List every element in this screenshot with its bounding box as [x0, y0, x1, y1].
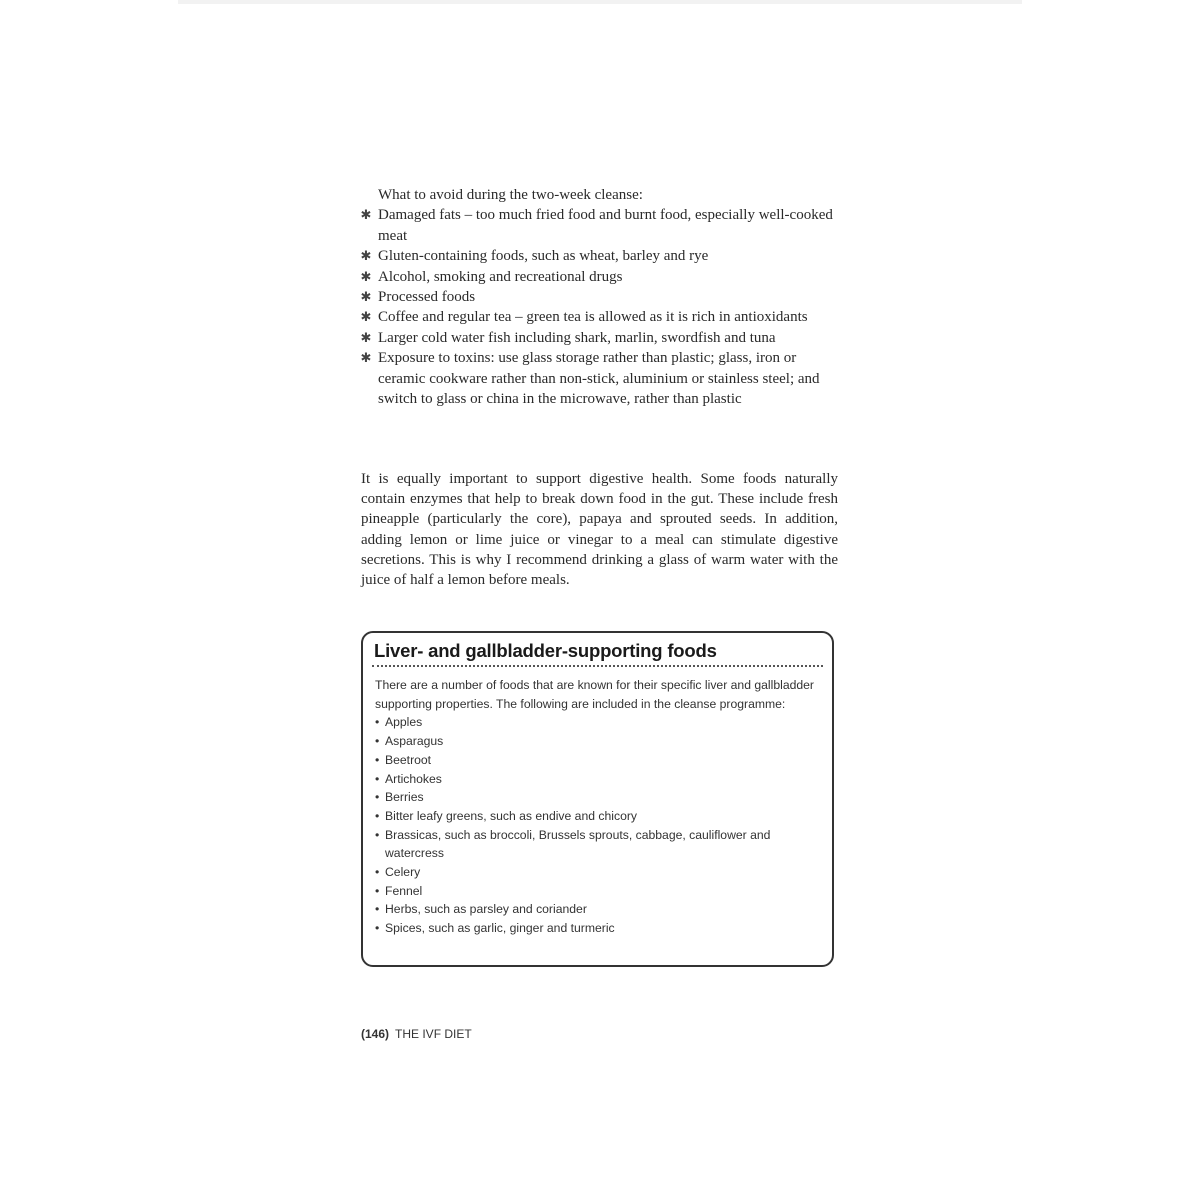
asterisk-bullet-icon: ✱ [360, 350, 372, 366]
dot-bullet-icon: • [375, 734, 380, 749]
box-title: Liver- and gallbladder-supporting foods [374, 640, 717, 661]
page-number: (146) [361, 1027, 390, 1041]
avoid-item-text: Exposure to toxins: use glass storage rather than plastic; glass, iron or ceramic cookware rather than non-stick, aluminium or stainless steel; and switch to glass or china in the microwave, rather than plastic [378, 350, 820, 408]
avoid-item [360, 328, 840, 348]
food-item-text: Berries [385, 790, 424, 805]
food-item-text: Brassicas, such as broccoli, Brussels sprouts, cabbage, cauliflower and watercress [385, 827, 771, 861]
food-item [375, 863, 815, 882]
dot-bullet-icon: • [375, 752, 380, 767]
avoid-item [360, 287, 840, 307]
dot-bullet-icon: • [375, 808, 380, 823]
avoid-item-text: Larger cold water fish including shark, marlin, swordfish and tuna [378, 329, 776, 346]
avoid-item [360, 246, 840, 266]
dot-bullet-icon: • [375, 827, 380, 842]
dot-bullet-icon: • [375, 790, 380, 805]
running-title: THE IVF DIET [395, 1027, 472, 1041]
dot-bullet-icon: • [375, 771, 380, 786]
asterisk-bullet-icon: ✱ [360, 309, 372, 325]
food-item-text: Asparagus [385, 734, 444, 749]
dot-bullet-icon: • [375, 902, 380, 917]
page-footer [361, 1027, 472, 1041]
avoid-item-text: Gluten-containing foods, such as wheat, barley and rye [378, 248, 709, 265]
food-item-text: Fennel [385, 883, 423, 898]
food-item [375, 788, 815, 807]
food-item [375, 900, 815, 919]
food-item-text: Herbs, such as parsley and coriander [385, 902, 587, 917]
food-item [375, 807, 815, 826]
avoid-item [360, 267, 840, 287]
food-item [375, 882, 815, 901]
avoid-item [360, 348, 840, 409]
food-item [375, 713, 815, 732]
food-item-text: Spices, such as garlic, ginger and turmeric [385, 921, 615, 936]
food-list [375, 713, 815, 937]
food-item [375, 732, 815, 751]
avoid-item-text: Coffee and regular tea – green tea is allowed as it is rich in antioxidants [378, 309, 808, 326]
dot-bullet-icon: • [375, 865, 380, 880]
avoid-intro: What to avoid during the two-week cleanse: [378, 187, 643, 203]
avoid-item [360, 205, 840, 246]
food-item-text: Celery [385, 865, 421, 880]
box-intro: There are a number of foods that are known for their specific liver and gallbladder supporting properties. The following are included in the cleanse programme: [375, 678, 814, 711]
food-item-text: Artichokes [385, 771, 442, 786]
asterisk-bullet-icon: ✱ [360, 248, 372, 264]
food-item [375, 919, 815, 938]
dot-bullet-icon: • [375, 921, 380, 936]
dot-bullet-icon: • [375, 715, 380, 730]
box-body [375, 676, 815, 938]
avoid-item-text: Alcohol, smoking and recreational drugs [378, 268, 623, 285]
asterisk-bullet-icon: ✱ [360, 329, 372, 345]
avoid-item [360, 307, 840, 327]
avoid-list [360, 205, 840, 409]
dot-bullet-icon: • [375, 883, 380, 898]
food-item-text: Bitter leafy greens, such as endive and chicory [385, 808, 638, 823]
food-item [375, 770, 815, 789]
food-item-text: Beetroot [385, 752, 432, 767]
digestive-health-paragraph: It is equally important to support digestive health. Some foods naturally contain enzymes that help to break down food in the gut. These include fresh pineapple (particularly the core), papaya and sprouted seeds. In addition, adding lemon or lime juice or vinegar to a meal can stimulate digestive secretions. This is why I recommend drinking a glass of warm water with the juice of half a lemon before meals. [361, 471, 838, 589]
asterisk-bullet-icon: ✱ [360, 268, 372, 284]
food-item [375, 826, 815, 863]
liver-foods-box [361, 631, 834, 967]
food-item [375, 751, 815, 770]
asterisk-bullet-icon: ✱ [360, 289, 372, 305]
avoid-item-text: Processed foods [378, 289, 476, 306]
food-item-text: Apples [385, 715, 423, 730]
avoid-item-text: Damaged fats – too much fried food and burnt food, especially well-cooked meat [378, 207, 833, 244]
dotted-divider [372, 665, 823, 667]
avoid-section [360, 185, 840, 409]
asterisk-bullet-icon: ✱ [360, 207, 372, 223]
